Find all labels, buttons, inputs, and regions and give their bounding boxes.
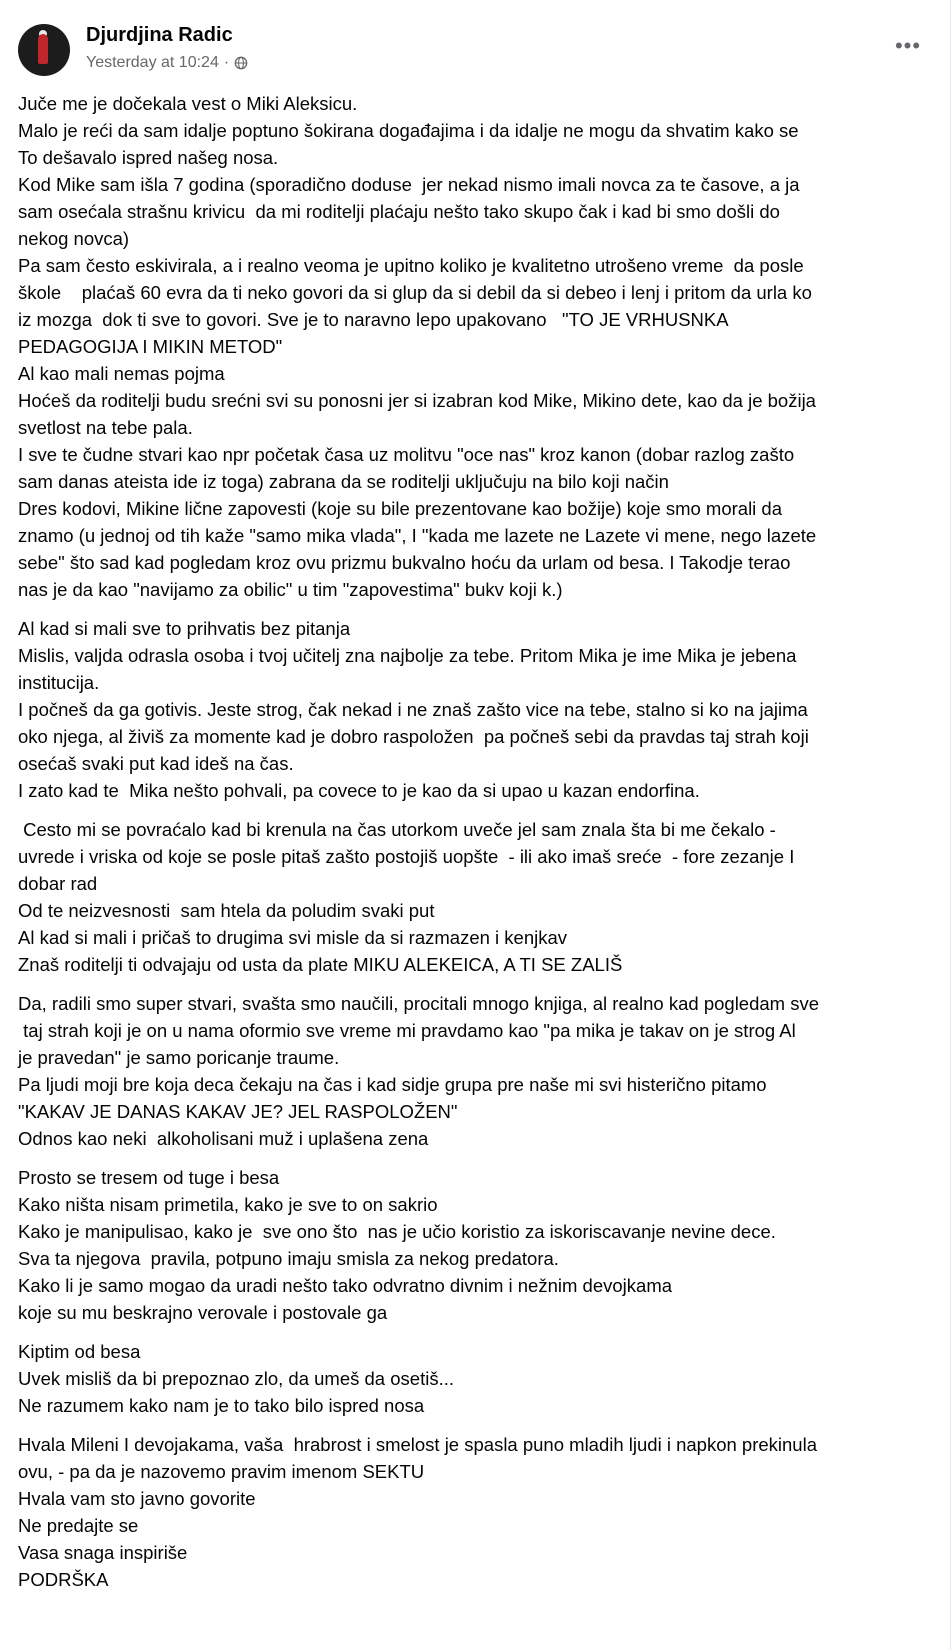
post-text-line: Hvala Mileni I devojakama, vaša hrabrost i smelost je spasla puno mladih ljudi i napkon prekinula: [18, 1434, 817, 1455]
post-timestamp[interactable]: Yesterday at 10:24: [86, 54, 219, 71]
post-text-line: Juče me je dočekala vest o Miki Aleksicu.: [18, 93, 358, 114]
post-text-line: osećaš svaki put kad ideš na čas.: [18, 753, 294, 774]
post-text-line: "KAKAV JE DANAS KAKAV JE? JEL RASPOLOŽEN": [18, 1101, 458, 1122]
post-text-line: koje su mu beskrajno verovale i postovale ga: [18, 1302, 388, 1323]
post-paragraph: [18, 1431, 932, 1593]
post-text-line: Da, radili smo super stvari, svašta smo naučili, procitali mnogo knjiga, al realno kad pogledam sve: [18, 993, 820, 1014]
post-text-line: Cesto mi se povraćalo kad bi krenula na čas utorkom uveče jel sam znala šta bi me čekalo -: [18, 819, 776, 840]
post-text-line: To dešavalo ispred našeg nosa.: [18, 147, 279, 168]
post-text-line: Al kad si mali sve to prihvatis bez pitanja: [18, 618, 351, 639]
avatar[interactable]: [18, 24, 70, 76]
post-text-line: Kod Mike sam išla 7 godina (sporadično doduse jer nekad nismo imali novca za te časove, a ja: [18, 174, 800, 195]
post-text-line: Prosto se tresem od tuge i besa: [18, 1167, 280, 1188]
post-text-line: Sva ta njegova pravila, potpuno imaju smisla za nekog predatora.: [18, 1248, 559, 1269]
more-options-icon[interactable]: •••: [894, 33, 922, 58]
post-text-line: Uvek misliš da bi prepoznao zlo, da umeš da osetiš...: [18, 1368, 454, 1389]
post-text-line: Kako je manipulisao, kako je sve ono što nas je učio koristio za iskoriscavanje nevine dece.: [18, 1221, 776, 1242]
post-text-line: Odnos kao neki alkoholisani muž i uplašena zena: [18, 1128, 429, 1149]
post-text-line: Kiptim od besa: [18, 1341, 141, 1362]
post-text-line: I zato kad te Mika nešto pohvali, pa covece to je kao da si upao u kazan endorfina.: [18, 780, 700, 801]
post-text-line: Od te neizvesnosti sam htela da poludim svaki put: [18, 900, 435, 921]
post-paragraph: [18, 990, 932, 1152]
post-paragraph: [18, 1164, 932, 1326]
post-text-line: Mislis, valjda odrasla osoba i tvoj učitelj zna najbolje za tebe. Pritom Mika je ime Mika je jebena: [18, 645, 797, 666]
post-text-line: znamo (u jednoj od tih kaže "samo mika vlada", I "kada me lazete ne Lazete vi mene, nego lazete: [18, 525, 817, 546]
post-text-line: PODRŠKA: [18, 1569, 109, 1590]
meta-separator: ·: [223, 54, 230, 71]
post-text-line: sebe" što sad kad pogledam kroz ovu prizmu bukvalno hoću da urlam od besa. I Takodje terao: [18, 552, 791, 573]
post-text-line: Pa sam često eskivirala, a i realno veoma je upitno koliko je kvalitetno utrošeno vreme da posle: [18, 255, 804, 276]
post-text-line: Ne razumem kako nam je to tako bilo ispred nosa: [18, 1395, 425, 1416]
post-header: [18, 18, 932, 80]
post-text-line: ovu, - pa da je nazovemo pravim imenom SEKTU: [18, 1461, 425, 1482]
post-paragraph: [18, 615, 932, 804]
post-text-line: Dres kodovi, Mikine lične zapovesti (koje su bile prezentovane kao božije) koje smo morali da: [18, 498, 783, 519]
post-text-line: institucija.: [18, 672, 100, 693]
post-text-line: Znaš roditelji ti odvajaju od usta da plate MIKU ALEKEICA, A TI SE ZALIŠ: [18, 954, 623, 975]
post-text-line: Pa ljudi moji bre koja deca čekaju na čas i kad sidje grupa pre naše mi svi histerično pitamo: [18, 1074, 767, 1095]
post-paragraph: [18, 90, 932, 603]
post-text-line: oko njega, al živiš za momente kad je dobro raspoložen pa počneš sebi da pravdas taj strah koji: [18, 726, 809, 747]
post-text-line: nas je da kao "navijamo za obilic" u tim "zapovestima" bukv koji k.): [18, 579, 563, 600]
globe-icon[interactable]: [234, 56, 248, 70]
post-text-line: Al kao mali nemas pojma: [18, 363, 225, 384]
post-text-line: iz mozga dok ti sve to govori. Sve je to naravno lepo upakovano "TO JE VRHUSNKA: [18, 309, 729, 330]
post-text-line: PEDAGOGIJA I MIKIN METOD": [18, 336, 283, 357]
post-body: [18, 90, 932, 1605]
post-text-line: Vasa snaga inspiriše: [18, 1542, 188, 1563]
post-text-line: dobar rad: [18, 873, 98, 894]
author-name[interactable]: Djurdjina Radic: [86, 24, 233, 46]
post-text-line: I sve te čudne stvari kao npr početak časa uz molitvu "oce nas" kroz kanon (dobar razlog zašto: [18, 444, 795, 465]
post-text-line: svetlost na tebe pala.: [18, 417, 193, 438]
post-text-line: Malo je reći da sam idalje poptuno šokirana događajima i da idalje ne mogu da shvatim kako se: [18, 120, 799, 141]
post-text-line: sam osećala strašnu krivicu da mi roditelji plaćaju nešto tako skupo čak i kad bi smo došli do: [18, 201, 780, 222]
post-text-line: uvrede i vriska od koje se posle pitaš zašto postojiš uopšte - ili ako imaš sreće - fore zezanje I: [18, 846, 795, 867]
post-paragraph: [18, 1338, 932, 1419]
post-text-line: je pravedan" je samo poricanje traume.: [18, 1047, 340, 1068]
post-text-line: I počneš da ga gotivis. Jeste strog, čak nekad i ne znaš zašto vice na tebe, stalno si ko na jajima: [18, 699, 808, 720]
post-meta: [86, 54, 248, 72]
post-text-line: Al kad si mali i pričaš to drugima svi misle da si razmazen i kenjkav: [18, 927, 568, 948]
avatar-figure: [38, 34, 48, 64]
post-text-line: taj strah koji je on u nama oformio sve vreme mi pravdamo kao "pa mika je takav on je strog Al: [18, 1020, 796, 1041]
post-text-line: nekog novca): [18, 228, 130, 249]
post-text-line: Hoćeš da roditelji budu srećni svi su ponosni jer si izabran kod Mike, Mikino dete, kao da je božija: [18, 390, 816, 411]
post-text-line: Ne predajte se: [18, 1515, 139, 1536]
post-paragraph: [18, 816, 932, 978]
post-text-line: sam danas ateista ide iz toga) zabrana da se roditelji uključuju na bilo koji način: [18, 471, 669, 492]
post-text-line: Kako ništa nisam primetila, kako je sve to on sakrio: [18, 1194, 438, 1215]
post-text-line: Kako li je samo mogao da uradi nešto tako odvratno divnim i nežnim devojkama: [18, 1275, 673, 1296]
post-text-line: Hvala vam sto javno govorite: [18, 1488, 256, 1509]
post-text-line: škole plaćaš 60 evra da ti neko govori da si glup da si debil da si debeo i lenj i pritom da urla ko: [18, 282, 812, 303]
